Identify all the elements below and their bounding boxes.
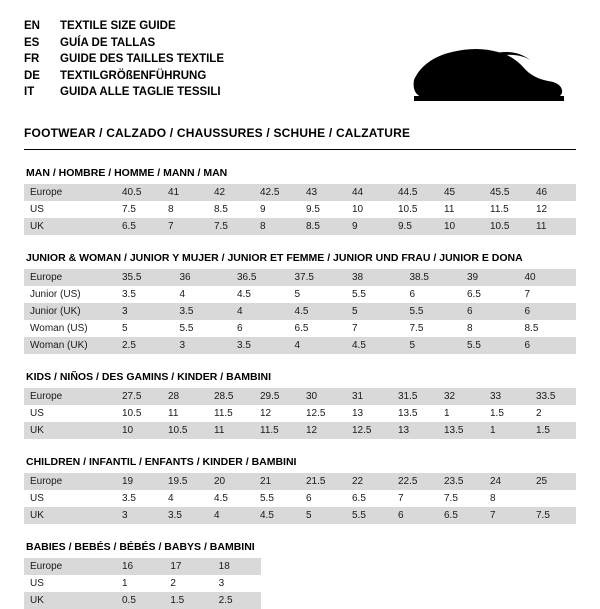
size-group <box>24 371 576 439</box>
size-cell: 46 <box>530 184 576 201</box>
table-row <box>24 337 576 354</box>
size-cell: 8.5 <box>300 218 346 235</box>
size-cell: 0.5 <box>116 592 164 609</box>
size-cell: 33.5 <box>530 388 576 405</box>
size-cell: 4.5 <box>289 303 347 320</box>
size-cell: 6 <box>519 303 577 320</box>
row-label: Europe <box>24 558 116 575</box>
row-label: US <box>24 405 116 422</box>
language-row <box>24 68 224 85</box>
page-title: FOOTWEAR / CALZADO / CHAUSSURES / SCHUHE / CALZATURE <box>24 126 411 140</box>
language-row <box>24 84 224 101</box>
size-cell: 42.5 <box>254 184 300 201</box>
size-cell: 10 <box>438 218 484 235</box>
table-row <box>24 320 576 337</box>
size-cell: 12 <box>254 405 300 422</box>
language-code: FR <box>24 53 40 65</box>
size-cell: 41 <box>162 184 208 201</box>
size-cell: 12.5 <box>300 405 346 422</box>
table-row <box>24 490 576 507</box>
size-cell: 3.5 <box>162 507 208 524</box>
table-row <box>24 218 576 235</box>
language-row <box>24 18 224 35</box>
size-cell: 38.5 <box>404 269 462 286</box>
language-code: EN <box>24 20 40 32</box>
document-header <box>24 18 576 112</box>
size-cell: 35.5 <box>116 269 174 286</box>
size-cell: 10.5 <box>162 422 208 439</box>
size-cell: 4 <box>231 303 289 320</box>
row-label: Junior (UK) <box>24 303 116 320</box>
size-cell: 31 <box>346 388 392 405</box>
row-label: Europe <box>24 184 116 201</box>
size-cell: 7 <box>392 490 438 507</box>
language-text: TEXTILGRÖßENFÜHRUNG <box>60 69 207 82</box>
size-cell: 1 <box>484 422 530 439</box>
size-cell: 6 <box>461 303 519 320</box>
size-cell: 6.5 <box>289 320 347 337</box>
size-cell: 8.5 <box>208 201 254 218</box>
row-label: Junior (US) <box>24 286 116 303</box>
size-cell: 6 <box>392 507 438 524</box>
size-cell: 24 <box>484 473 530 490</box>
size-cell: 5.5 <box>346 507 392 524</box>
size-cell: 30 <box>300 388 346 405</box>
size-cell: 11 <box>438 201 484 218</box>
size-cell: 5.5 <box>346 286 404 303</box>
size-cell: 5 <box>346 303 404 320</box>
size-table <box>24 269 576 354</box>
size-group-title: MAN / HOMBRE / HOMME / MANN / MAN <box>26 167 228 179</box>
table-row <box>24 575 261 592</box>
size-cell: 11 <box>530 218 576 235</box>
size-cell: 11 <box>208 422 254 439</box>
row-label: US <box>24 575 116 592</box>
size-cell: 2.5 <box>116 337 174 354</box>
size-cell: 7 <box>484 507 530 524</box>
size-cell: 16 <box>116 558 164 575</box>
size-cell: 6 <box>404 286 462 303</box>
size-cell: 18 <box>213 558 261 575</box>
row-label: Woman (UK) <box>24 337 116 354</box>
size-cell: 7 <box>346 320 404 337</box>
size-cell: 2 <box>164 575 212 592</box>
language-text: GUIDA ALLE TAGLIE TESSILI <box>60 86 221 98</box>
size-cell: 1.5 <box>530 422 576 439</box>
size-cell: 45 <box>438 184 484 201</box>
size-cell: 37.5 <box>289 269 347 286</box>
size-cell: 12 <box>530 201 576 218</box>
size-group-title: KIDS / NIÑOS / DES GAMINS / KINDER / BAMBINI <box>26 371 272 383</box>
size-cell: 36 <box>174 269 232 286</box>
header-divider <box>24 149 576 150</box>
size-group-title: JUNIOR & WOMAN / JUNIOR Y MUJER / JUNIOR ET FEMME / JUNIOR UND FRAU / JUNIOR E DONA <box>26 252 523 264</box>
size-cell: 9.5 <box>392 218 438 235</box>
language-row <box>24 35 224 52</box>
table-row <box>24 507 576 524</box>
size-cell: 6 <box>300 490 346 507</box>
size-cell: 9 <box>346 218 392 235</box>
size-cell: 11.5 <box>208 405 254 422</box>
size-cell: 43 <box>300 184 346 201</box>
language-code: DE <box>24 69 40 82</box>
size-cell: 44.5 <box>392 184 438 201</box>
size-cell: 5 <box>289 286 347 303</box>
size-cell: 7.5 <box>404 320 462 337</box>
size-cell: 10.5 <box>484 218 530 235</box>
size-cell: 27.5 <box>116 388 162 405</box>
language-code: IT <box>24 86 35 98</box>
row-label: US <box>24 201 116 218</box>
size-cell: 19.5 <box>162 473 208 490</box>
size-cell: 39 <box>461 269 519 286</box>
size-cell: 23.5 <box>438 473 484 490</box>
size-cell: 32 <box>438 388 484 405</box>
size-cell: 36.5 <box>231 269 289 286</box>
size-cell: 11.5 <box>254 422 300 439</box>
size-cell <box>530 490 576 507</box>
table-row <box>24 405 576 422</box>
row-label: Europe <box>24 473 116 490</box>
size-cell: 4 <box>289 337 347 354</box>
size-cell: 38 <box>346 269 404 286</box>
size-cell: 8 <box>484 490 530 507</box>
table-row <box>24 558 261 575</box>
row-label: Woman (US) <box>24 320 116 337</box>
size-cell: 3.5 <box>116 490 162 507</box>
size-cell: 10 <box>346 201 392 218</box>
row-label: UK <box>24 592 116 609</box>
size-cell: 28.5 <box>208 388 254 405</box>
language-text: GUÍA DE TALLAS <box>60 36 156 49</box>
size-cell: 7.5 <box>438 490 484 507</box>
size-cell: 25 <box>530 473 576 490</box>
table-row <box>24 286 576 303</box>
size-cell: 11 <box>162 405 208 422</box>
size-cell: 8.5 <box>519 320 577 337</box>
size-cell: 22 <box>346 473 392 490</box>
size-cell: 42 <box>208 184 254 201</box>
size-cell: 13 <box>346 405 392 422</box>
size-cell: 45.5 <box>484 184 530 201</box>
size-cell: 7 <box>519 286 577 303</box>
table-row <box>24 473 576 490</box>
table-row <box>24 592 261 609</box>
size-cell: 5.5 <box>174 320 232 337</box>
size-cell: 4 <box>208 507 254 524</box>
size-cell: 6 <box>231 320 289 337</box>
size-cell: 2.5 <box>213 592 261 609</box>
size-cell: 1 <box>116 575 164 592</box>
size-group <box>24 541 576 609</box>
size-cell: 10.5 <box>392 201 438 218</box>
language-list <box>24 18 224 101</box>
size-cell: 6.5 <box>346 490 392 507</box>
size-cell: 10.5 <box>116 405 162 422</box>
size-cell: 4.5 <box>231 286 289 303</box>
size-cell: 20 <box>208 473 254 490</box>
size-cell: 4.5 <box>208 490 254 507</box>
size-cell: 6.5 <box>438 507 484 524</box>
size-group <box>24 456 576 524</box>
size-cell: 21 <box>254 473 300 490</box>
size-cell: 4 <box>174 286 232 303</box>
size-cell: 13.5 <box>438 422 484 439</box>
size-cell: 8 <box>461 320 519 337</box>
size-cell: 6.5 <box>461 286 519 303</box>
size-cell: 5 <box>300 507 346 524</box>
size-cell: 3 <box>116 507 162 524</box>
size-cell: 31.5 <box>392 388 438 405</box>
size-cell: 2 <box>530 405 576 422</box>
size-cell: 1 <box>438 405 484 422</box>
size-cell: 13.5 <box>392 405 438 422</box>
size-table <box>24 558 261 609</box>
size-cell: 6 <box>519 337 577 354</box>
size-cell: 3 <box>174 337 232 354</box>
size-cell: 9.5 <box>300 201 346 218</box>
size-cell: 44 <box>346 184 392 201</box>
size-group-title: CHILDREN / INFANTIL / ENFANTS / KINDER / BAMBINI <box>26 456 297 468</box>
size-cell: 1.5 <box>164 592 212 609</box>
size-cell: 28 <box>162 388 208 405</box>
table-row <box>24 303 576 320</box>
row-label: Europe <box>24 269 116 286</box>
size-cell: 17 <box>164 558 212 575</box>
row-label: UK <box>24 218 116 235</box>
table-row <box>24 269 576 286</box>
size-cell: 12 <box>300 422 346 439</box>
language-code: ES <box>24 36 40 49</box>
size-cell: 3.5 <box>231 337 289 354</box>
size-cell: 3.5 <box>116 286 174 303</box>
size-cell: 4 <box>162 490 208 507</box>
size-cell: 9 <box>254 201 300 218</box>
size-cell: 5 <box>116 320 174 337</box>
size-cell: 10 <box>116 422 162 439</box>
row-label: Europe <box>24 388 116 405</box>
size-cell: 7 <box>162 218 208 235</box>
row-label: UK <box>24 507 116 524</box>
size-group <box>24 252 576 354</box>
language-text: TEXTILE SIZE GUIDE <box>60 20 176 32</box>
size-cell: 1.5 <box>484 405 530 422</box>
size-cell: 13 <box>392 422 438 439</box>
size-cell: 3 <box>116 303 174 320</box>
size-cell: 8 <box>162 201 208 218</box>
size-cell: 6.5 <box>116 218 162 235</box>
table-row <box>24 388 576 405</box>
dress-shoe-icon <box>368 30 568 112</box>
size-cell: 8 <box>254 218 300 235</box>
size-cell: 5.5 <box>461 337 519 354</box>
size-cell: 5.5 <box>404 303 462 320</box>
size-cell: 33 <box>484 388 530 405</box>
size-cell: 5 <box>404 337 462 354</box>
language-text: GUIDE DES TAILLES TEXTILE <box>60 53 224 65</box>
table-row <box>24 201 576 218</box>
size-cell: 40 <box>519 269 577 286</box>
size-cell: 12.5 <box>346 422 392 439</box>
size-cell: 7.5 <box>116 201 162 218</box>
size-cell: 21.5 <box>300 473 346 490</box>
size-cell: 5.5 <box>254 490 300 507</box>
row-label: US <box>24 490 116 507</box>
size-cell: 19 <box>116 473 162 490</box>
size-cell: 40.5 <box>116 184 162 201</box>
size-cell: 22.5 <box>392 473 438 490</box>
size-cell: 29.5 <box>254 388 300 405</box>
size-cell: 3.5 <box>174 303 232 320</box>
size-group-title: BABIES / BEBÉS / BÉBÉS / BABYS / BAMBINI <box>26 541 255 553</box>
size-cell: 3 <box>213 575 261 592</box>
size-cell: 7.5 <box>530 507 576 524</box>
size-table <box>24 473 576 524</box>
table-row <box>24 184 576 201</box>
size-cell: 11.5 <box>484 201 530 218</box>
size-cell: 4.5 <box>346 337 404 354</box>
size-table <box>24 184 576 235</box>
table-row <box>24 422 576 439</box>
language-row <box>24 51 224 68</box>
size-group <box>24 167 576 235</box>
size-cell: 4.5 <box>254 507 300 524</box>
size-table <box>24 388 576 439</box>
size-tables <box>24 167 576 609</box>
row-label: UK <box>24 422 116 439</box>
size-cell: 7.5 <box>208 218 254 235</box>
